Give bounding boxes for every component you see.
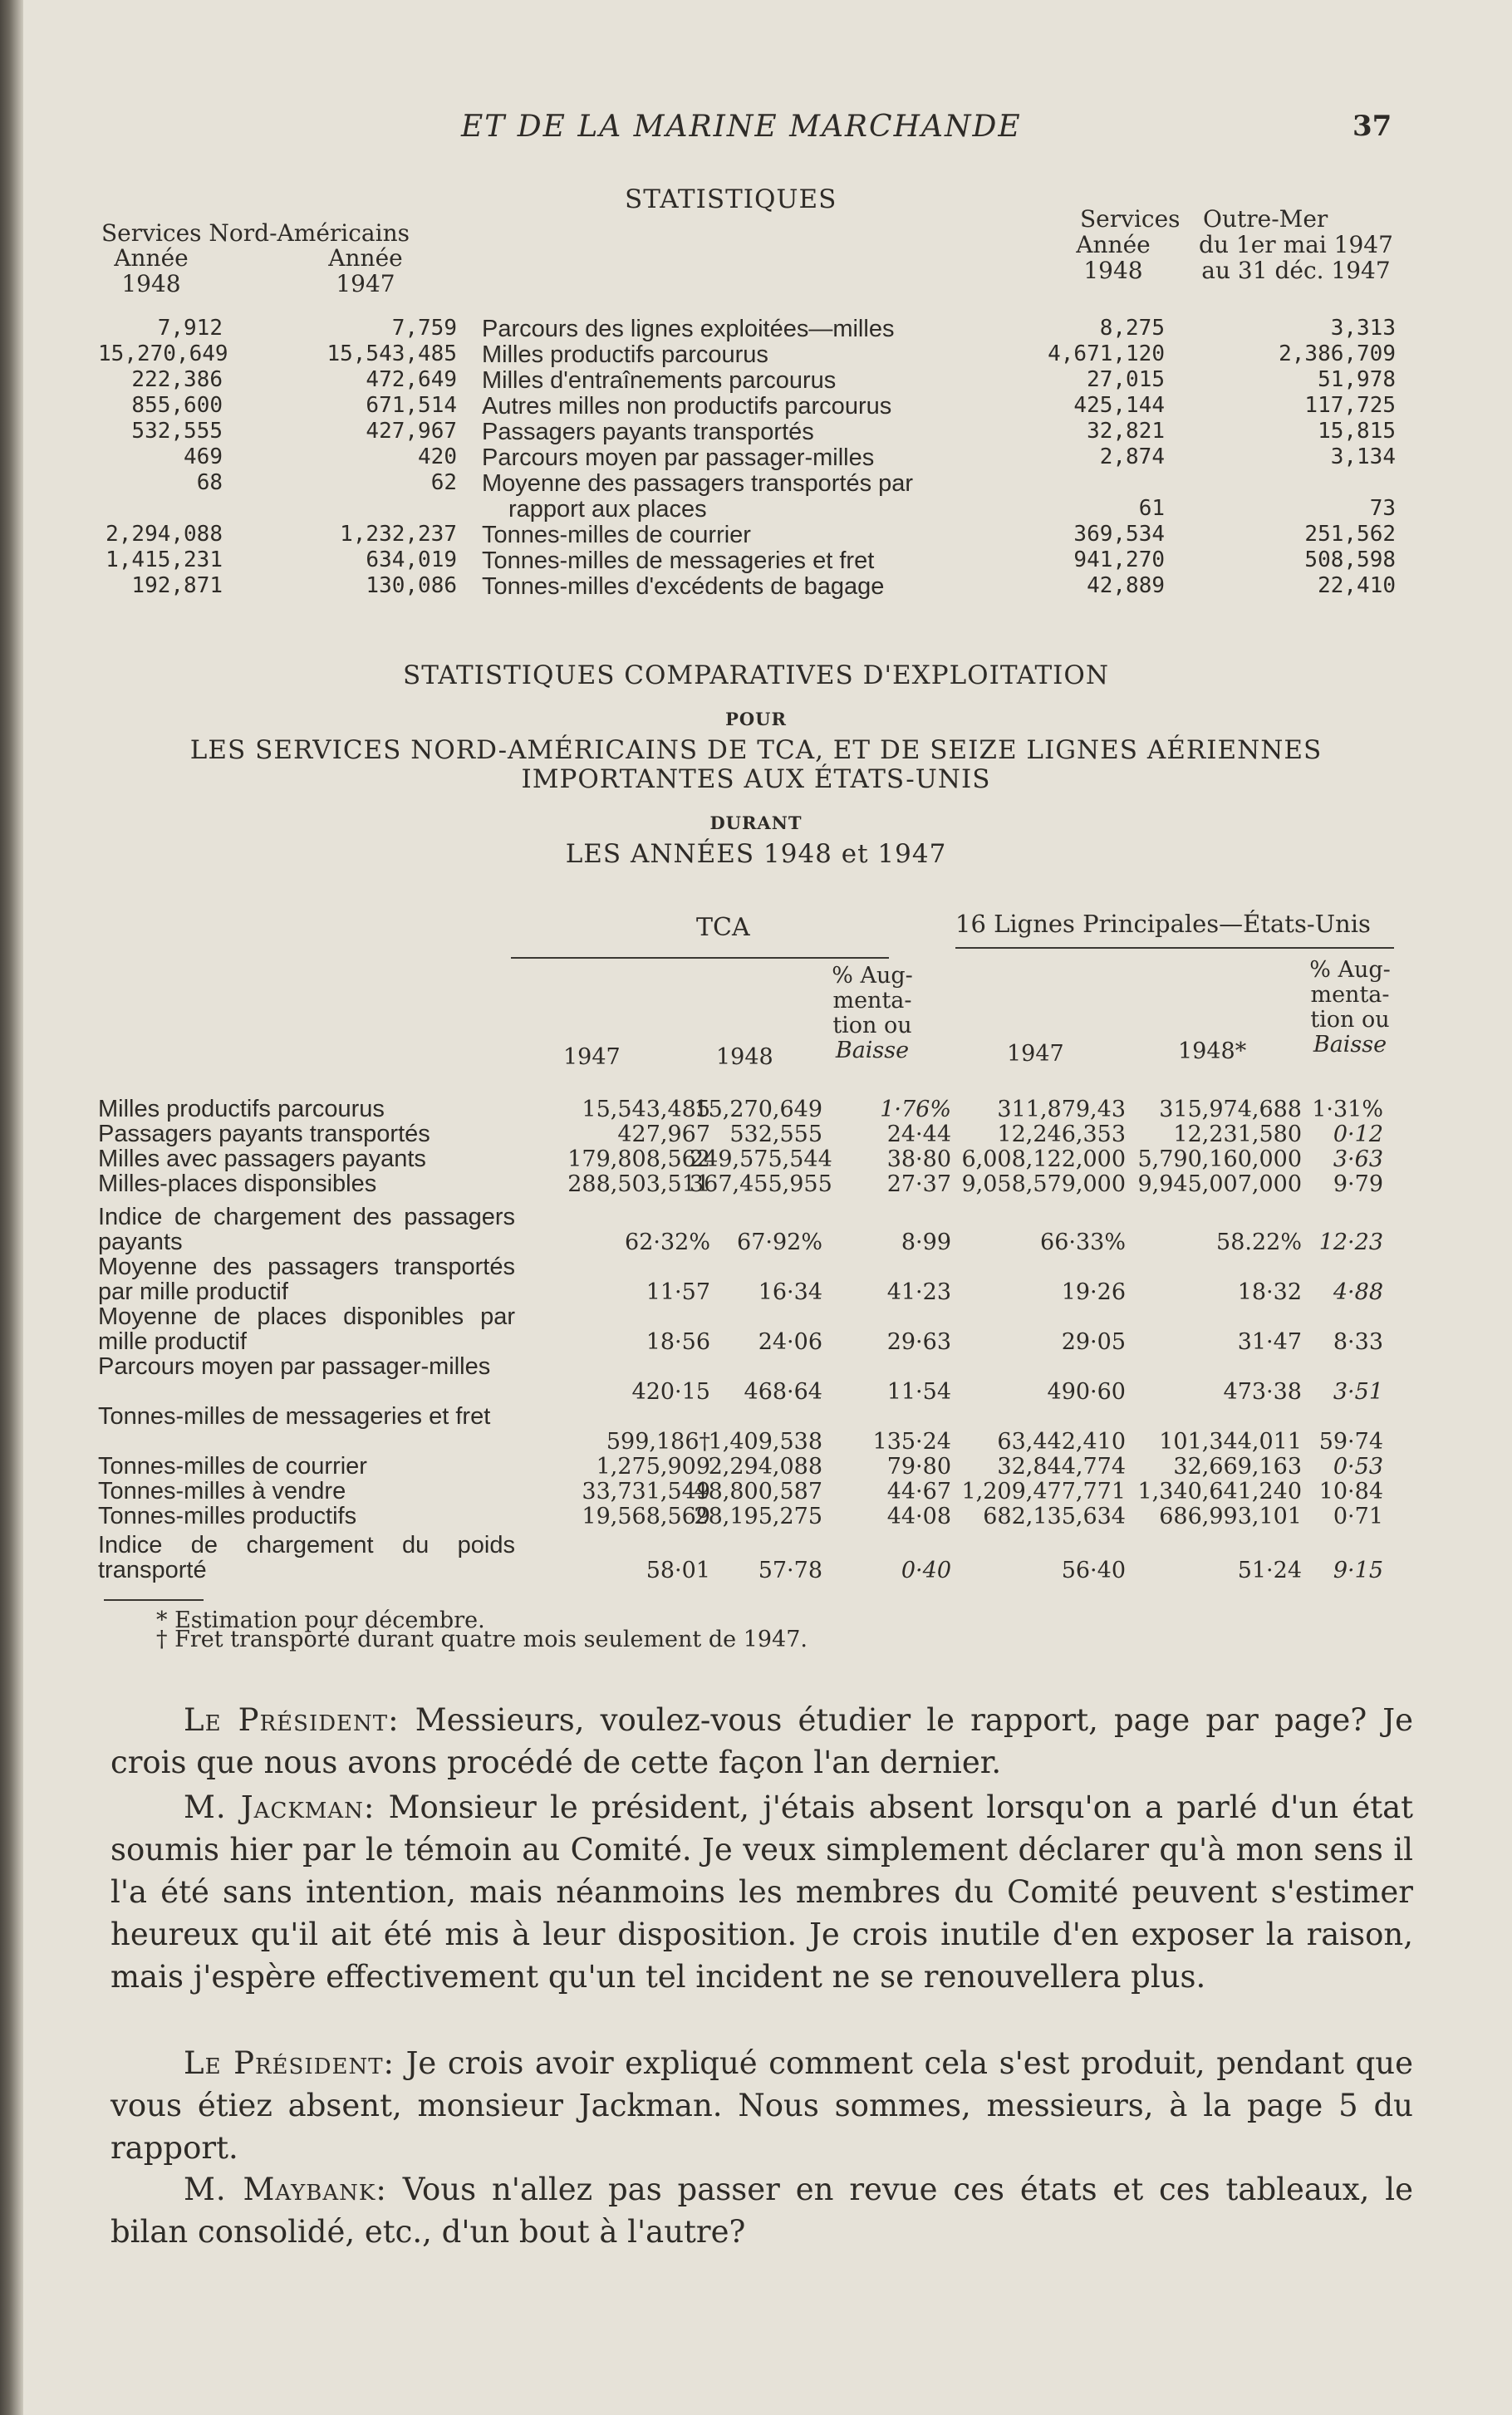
speech-text: Vous n'allez pas passer en revue ces états et ces tableaux, le bilan consolidé, etc., d'un bout à l'autre? (110, 2172, 1413, 2250)
table2-us-1947-cell: 29·05 (1061, 1329, 1126, 1355)
table1-om-1948-cell: 941,270 (1073, 547, 1165, 572)
table2-tca-1948-cell: 468·64 (744, 1379, 822, 1405)
table2-us-1948-cell: 51·24 (1237, 1558, 1302, 1583)
table2-title-line3: IMPORTANTES AUX ÉTATS-UNIS (521, 764, 991, 794)
table1-na-1948-cell: 222,386 (131, 367, 223, 392)
table2-tca-1947-cell: 179,808,562 (567, 1146, 710, 1172)
table2-tca-rule (511, 957, 889, 959)
table2-us-pct-cell: 8·33 (1333, 1329, 1383, 1355)
table2-us-1948-cell: 315,974,688 (1159, 1097, 1302, 1122)
table2-tca-1948-cell: 24·06 (758, 1329, 822, 1355)
table2-tca-pct-cell: 38·80 (886, 1146, 951, 1172)
table2-us-1948-cell: 686,993,101 (1159, 1504, 1302, 1529)
table2-us-1947-cell: 12,246,353 (997, 1122, 1126, 1147)
table1-om-1948-cell: 32,821 (1087, 419, 1165, 444)
table2-us-1948-cell: 101,344,011 (1159, 1429, 1302, 1455)
table2-tca-pct-cell: 135·24 (872, 1429, 951, 1455)
table2-us-1948-cell: 473·38 (1223, 1379, 1302, 1405)
table1-om-1948-cell: 2,874 (1099, 444, 1165, 469)
table1-right-col1-heading: Année 1948 (1076, 231, 1151, 284)
table2-us-1947-cell: 19·26 (1061, 1279, 1126, 1305)
table2-row-label: Milles avec passagers payants (98, 1146, 426, 1172)
table1-na-1947-cell: 427,967 (366, 419, 457, 444)
table1-row (0, 367, 1512, 393)
table1-heading: STATISTIQUES (625, 184, 837, 214)
table1-om-1947-cell: 508,598 (1304, 547, 1396, 572)
table2-tca-1947-cell: 427,967 (617, 1122, 710, 1147)
table2-group-us: 16 Lignes Principales—États-Unis (955, 910, 1371, 938)
footnote-rule (104, 1599, 204, 1601)
table2-us-pct-cell: 9·79 (1333, 1171, 1383, 1197)
table2-row (0, 1533, 1512, 1583)
table2-tca-1948-heading: 1948 (716, 1044, 773, 1070)
table1-na-1947-cell: 1,232,237 (340, 522, 457, 547)
table1-na-1948-cell: 7,912 (157, 316, 223, 341)
table2-tca-1947-cell: 15,543,485 (582, 1097, 710, 1122)
table1-na-1948-cell: 2,294,088 (106, 522, 223, 547)
table1-row (0, 341, 1512, 367)
table2-us-1947-cell: 9,058,579,000 (961, 1171, 1126, 1197)
table1-row (0, 522, 1512, 547)
table2-tca-1948-cell: 2,294,088 (708, 1454, 822, 1480)
table1-row-label: Tonnes-milles d'excédents de bagage (482, 573, 885, 600)
table2-tca-1947-cell: 11·57 (646, 1279, 710, 1305)
table1-row (0, 496, 1512, 522)
table2-tca-1947-heading: 1947 (563, 1044, 621, 1070)
table2-tca-1947-cell: 62·32% (625, 1230, 710, 1255)
table2-row-label: Moyenne des passagers transportés par mille productif (98, 1254, 515, 1305)
table2-tca-pct-cell: 24·44 (886, 1122, 951, 1147)
table1-na-1947-cell: 634,019 (366, 547, 457, 572)
table1-om-1947-cell: 73 (1369, 496, 1396, 521)
table1-na-1948-cell: 532,555 (131, 419, 223, 444)
table2-tca-1948-cell: 48,800,587 (694, 1479, 822, 1504)
table1-row-label: rapport aux places (508, 496, 707, 523)
table1-row-label: Milles d'entraînements parcourus (482, 367, 837, 394)
table2-us-1947-cell: 6,008,122,000 (961, 1146, 1126, 1172)
table1-om-1948-cell: 27,015 (1087, 367, 1165, 392)
table1-na-1948-cell: 1,415,231 (106, 547, 223, 572)
table2-us-1948-heading: 1948* (1178, 1038, 1247, 1064)
table1-om-1948-cell: 4,671,120 (1048, 341, 1165, 366)
table1-row (0, 470, 1512, 496)
table2-us-pct-cell: 0·12 (1333, 1122, 1383, 1147)
speech-text: Je crois avoir expliqué comment cela s'est produit, pendant que vous étiez absent, monsieur Jackman. Nous sommes, messieurs, à la page 5 du rapport. (110, 2045, 1414, 2166)
table2-tca-pct-cell: 29·63 (886, 1329, 951, 1355)
footnote-freight: † Fret transporté durant quatre mois seulement de 1947. (156, 1627, 808, 1652)
table1-na-1948-cell: 68 (196, 470, 223, 495)
table2-pour: POUR (725, 709, 787, 729)
table1-left-group-heading: Services Nord-Américains (101, 219, 410, 247)
table2-tca-1948-cell: 57·78 (758, 1558, 822, 1583)
table2-tca-1947-cell: 599,186† (606, 1429, 710, 1455)
table2-us-1947-cell: 66·33% (1040, 1230, 1126, 1255)
table2-row (0, 1146, 1512, 1171)
table2-row (0, 1304, 1512, 1354)
table2-us-pct-cell: 1·31% (1312, 1097, 1383, 1122)
table2-tca-1948-cell: 15,270,649 (694, 1097, 822, 1122)
speaker-name: Le Président: (184, 1702, 400, 1738)
page-number: 37 (1352, 110, 1392, 143)
table1-na-1948-cell: 15,270,649 (98, 341, 228, 366)
table2-tca-pct-cell: 11·54 (886, 1379, 951, 1405)
table2-tca-1947-cell: 58·01 (646, 1558, 710, 1583)
table2-us-1948-cell: 1,340,641,240 (1137, 1479, 1302, 1504)
speech-text: Monsieur le président, j'étais absent lorsqu'on a parlé d'un état soumis hier par le témoin au Comité. Je veux simplement déclarer qu'à mon sens il l'a été sans intention, mais néanmoins les membres du Comité peuvent s'estimer heureux qu'il ait été mis à leur disposition. Je crois inutile d'en exposer la raison, mais j'espère effectivement qu'un tel incident ne se renouvellera plus. (110, 1789, 1414, 1995)
table1-na-1947-cell: 130,086 (366, 573, 457, 598)
table2-row-label: Milles-places disponsibles (98, 1171, 377, 1197)
table1-left-col2-heading: Année 1947 (328, 244, 403, 297)
table2-us-1947-cell: 682,135,634 (983, 1504, 1126, 1529)
paragraph (110, 2168, 1413, 2253)
table2-tca-1947-cell: 19,568,569 (582, 1504, 710, 1529)
table2-us-rule (955, 947, 1394, 949)
table2-tca-pct-heading: % Aug- menta- tion ou Baisse (832, 963, 913, 1063)
table2-us-1948-cell: 31·47 (1237, 1329, 1302, 1355)
table2-tca-1948-cell: 249,575,544 (690, 1146, 832, 1172)
table2-row (0, 1097, 1512, 1122)
table2-us-pct-cell: 9·15 (1333, 1558, 1383, 1583)
table1-right-group-heading-a: Services (1080, 205, 1181, 233)
table1-na-1947-cell: 671,514 (366, 393, 457, 418)
table1-row-label: Autres milles non productifs parcourus (482, 393, 892, 420)
table2-row-label: Tonnes-milles de messageries et fret (98, 1403, 491, 1430)
table2-row (0, 1479, 1512, 1504)
table2-tca-1947-cell: 33,731,549 (582, 1479, 710, 1504)
table1-right-col2-heading: du 1er mai 1947 au 31 déc. 1947 (1199, 231, 1393, 284)
header-title: ET DE LA MARINE MARCHANDE (461, 110, 1022, 144)
table2-us-pct-cell: 10·84 (1318, 1479, 1383, 1504)
table2-row (0, 1254, 1512, 1304)
table1-row-label: Parcours moyen par passager-milles (482, 444, 875, 471)
footnote-estimate: * Estimation pour décembre. (156, 1608, 485, 1633)
table1-om-1947-cell: 251,562 (1304, 522, 1396, 547)
table1-row (0, 316, 1512, 341)
table2-tca-pct-cell: 44·08 (886, 1504, 951, 1529)
table1-om-1948-cell: 61 (1138, 496, 1165, 521)
table1-row (0, 573, 1512, 599)
table2-us-pct-cell: 3·51 (1333, 1379, 1383, 1405)
table2-tca-pct-cell: 27·37 (886, 1171, 951, 1197)
table2-tca-pct-cell: 0·40 (901, 1558, 951, 1583)
table2-row-label: Passagers payants transportés (98, 1121, 430, 1147)
table1-om-1947-cell: 22,410 (1318, 573, 1396, 598)
table1-om-1948-cell: 42,889 (1087, 573, 1165, 598)
table2-us-1947-cell: 32,844,774 (997, 1454, 1126, 1480)
table1-om-1948-cell: 8,275 (1099, 316, 1165, 341)
table1-na-1948-cell: 192,871 (131, 573, 223, 598)
speaker-name: M. Maybank: (184, 2172, 387, 2207)
table2-us-pct-cell: 4·88 (1333, 1279, 1383, 1305)
table2-tca-1947-cell: 18·56 (646, 1329, 710, 1355)
table1-row (0, 419, 1512, 444)
speaker-name: Le Président: (184, 2045, 395, 2081)
table2-tca-1948-cell: 16·34 (758, 1279, 822, 1305)
table2-us-1948-cell: 5,790,160,000 (1137, 1146, 1302, 1172)
table2-us-1947-cell: 311,879,43 (997, 1097, 1126, 1122)
table2-title-line4: LES ANNÉES 1948 et 1947 (565, 839, 947, 869)
table1-row-label: Parcours des lignes exploitées—milles (482, 316, 895, 342)
table1-om-1947-cell: 3,313 (1330, 316, 1396, 341)
table2-title-line2: LES SERVICES NORD-AMÉRICAINS DE TCA, ET DE SEIZE LIGNES AÉRIENNES (189, 735, 1323, 765)
table1-om-1948-cell: 369,534 (1073, 522, 1165, 547)
table2-tca-pct-cell: 44·67 (886, 1479, 951, 1504)
speaker-name: M. Jackman: (184, 1789, 376, 1825)
table2-tca-1947-cell: 420·15 (631, 1379, 710, 1405)
speech-text: Messieurs, voulez-vous étudier le rapport, page par page? Je crois que nous avons procédé de cette façon l'an dernier. (110, 1702, 1414, 1780)
table1-na-1947-cell: 62 (430, 470, 457, 495)
table2-tca-1948-cell: 532,555 (729, 1122, 822, 1147)
table2-us-pct-cell: 59·74 (1318, 1429, 1383, 1455)
table2-us-1947-cell: 490·60 (1047, 1379, 1126, 1405)
table1-row (0, 547, 1512, 573)
table1-na-1948-cell: 855,600 (131, 393, 223, 418)
table2-row (0, 1205, 1512, 1254)
table2-tca-1947-cell: 288,503,511 (567, 1171, 710, 1197)
table2-us-1948-cell: 12,231,580 (1173, 1122, 1302, 1147)
table2-tca-1948-cell: 1,409,538 (708, 1429, 822, 1455)
table2-us-1947-cell: 63,442,410 (997, 1429, 1126, 1455)
table2-row-label: Parcours moyen par passager-milles (98, 1353, 491, 1380)
table2-us-pct-cell: 0·53 (1333, 1454, 1383, 1480)
table2-us-1948-cell: 9,945,007,000 (1137, 1171, 1302, 1197)
table2-us-pct-heading: % Aug- menta- tion ou Baisse (1309, 957, 1391, 1058)
table1-na-1947-cell: 472,649 (366, 367, 457, 392)
table2-tca-1947-cell: 1,275,909 (596, 1454, 710, 1480)
table2-tca-pct-cell: 41·23 (886, 1279, 951, 1305)
table2-us-pct-cell: 3·63 (1333, 1146, 1383, 1172)
table2-durant: DURANT (709, 812, 803, 833)
table2-tca-1948-cell: 67·92% (737, 1230, 822, 1255)
table1-right-group-heading-b: Outre-Mer (1203, 205, 1328, 233)
table2-us-1947-heading: 1947 (1007, 1041, 1064, 1067)
paragraph (110, 1699, 1413, 1784)
table2-us-pct-cell: 0·71 (1333, 1504, 1383, 1529)
table2-us-pct-cell: 12·23 (1318, 1230, 1383, 1255)
table1-om-1947-cell: 15,815 (1318, 419, 1396, 444)
paragraph (110, 2042, 1413, 2169)
table2-us-1948-cell: 58.22% (1216, 1230, 1302, 1255)
table2-us-1948-cell: 18·32 (1237, 1279, 1302, 1305)
table1-na-1948-cell: 469 (184, 444, 223, 469)
table1-row-label: Passagers payants transportés (482, 419, 814, 445)
table2-row-label: Indice de chargement des passagers payants (98, 1204, 515, 1255)
paragraph (110, 1786, 1413, 1998)
table1-row (0, 393, 1512, 419)
table1-na-1947-cell: 15,543,485 (326, 341, 457, 366)
table1-om-1947-cell: 2,386,709 (1279, 341, 1396, 366)
table2-us-1947-cell: 1,209,477,771 (961, 1479, 1126, 1504)
table1-na-1947-cell: 420 (418, 444, 457, 469)
table2-row-label: Tonnes-milles à vendre (98, 1478, 346, 1504)
table1-left-col1-heading: Année 1948 (114, 244, 189, 297)
table1-om-1947-cell: 117,725 (1304, 393, 1396, 418)
table2-row (0, 1354, 1512, 1404)
table2-row (0, 1404, 1512, 1454)
table1-row-label: Moyenne des passagers transportés par (482, 470, 914, 497)
table1-om-1947-cell: 3,134 (1330, 444, 1396, 469)
table2-row (0, 1122, 1512, 1146)
table2-row (0, 1454, 1512, 1479)
table2-tca-pct-cell: 1·76% (880, 1097, 951, 1122)
table2-row (0, 1171, 1512, 1196)
table1-na-1947-cell: 7,759 (391, 316, 457, 341)
table2-us-1947-cell: 56·40 (1061, 1558, 1126, 1583)
table2-title-line1: STATISTIQUES COMPARATIVES D'EXPLOITATION (403, 660, 1109, 690)
table2-tca-1948-cell: 28,195,275 (694, 1504, 822, 1529)
table2-row-label: Indice de chargement du poids transporté (98, 1532, 515, 1583)
table2-tca-pct-cell: 79·80 (886, 1454, 951, 1480)
table2-row-label: Tonnes-milles productifs (98, 1503, 357, 1529)
table1-row-label: Milles productifs parcourus (482, 341, 768, 368)
table1-om-1947-cell: 51,978 (1318, 367, 1396, 392)
table2-row-label: Moyenne de places disponibles par mille productif (98, 1303, 515, 1355)
table2-tca-pct-cell: 8·99 (901, 1230, 951, 1255)
table2-tca-1948-cell: 367,455,955 (690, 1171, 832, 1197)
table2-row (0, 1504, 1512, 1529)
table1-row-label: Tonnes-milles de messageries et fret (482, 547, 875, 574)
table1-row (0, 444, 1512, 470)
table2-group-tca: TCA (696, 913, 750, 942)
table2-row-label: Tonnes-milles de courrier (98, 1453, 367, 1480)
table1-row-label: Tonnes-milles de courrier (482, 522, 751, 548)
table1-om-1948-cell: 425,144 (1073, 393, 1165, 418)
table2-row-label: Milles productifs parcourus (98, 1096, 385, 1122)
table2-us-1948-cell: 32,669,163 (1173, 1454, 1302, 1480)
